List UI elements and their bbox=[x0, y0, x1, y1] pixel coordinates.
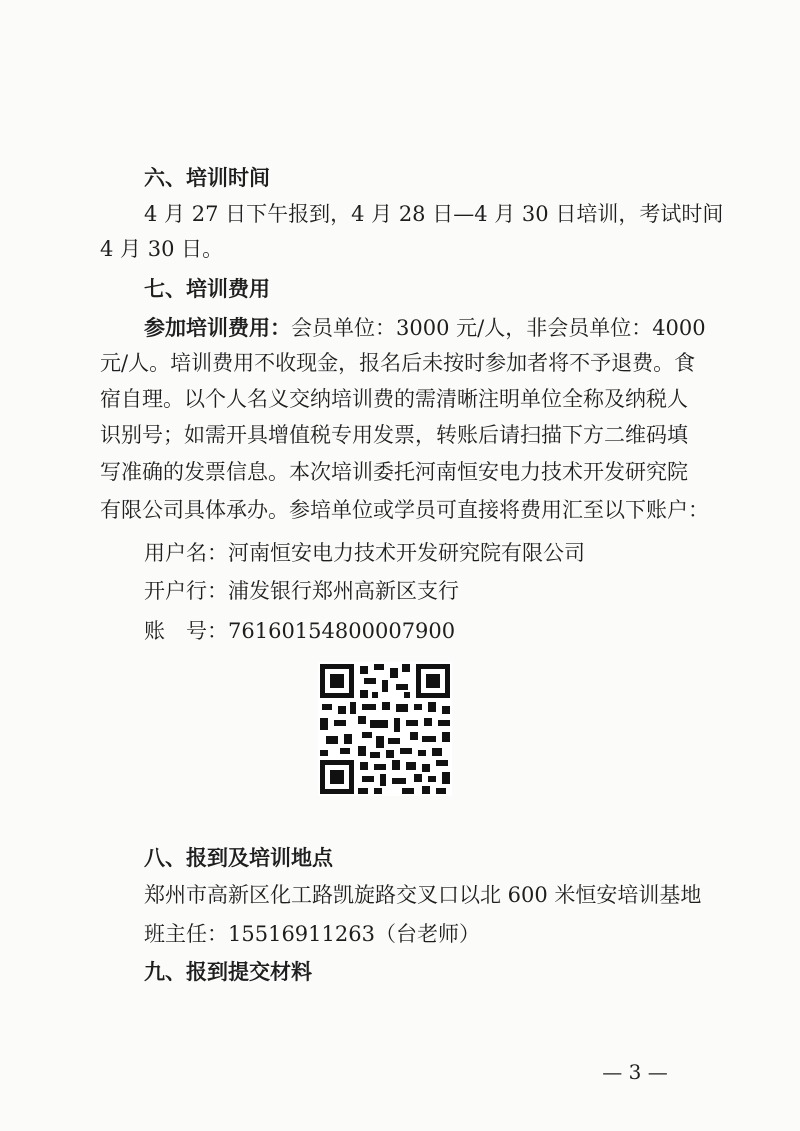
class-teacher-contact: 班主任：15516911263（台老师） bbox=[144, 922, 480, 946]
fee-text: 会员单位：3000 元/人，非会员单位：4000 bbox=[291, 316, 706, 340]
training-address: 郑州市高新区化工路凯旋路交叉口以北 600 米恒安培训基地 bbox=[144, 883, 702, 907]
section-six-text: 4 月 30 日。 bbox=[100, 237, 224, 261]
account-name: 用户名：河南恒安电力技术开发研究院有限公司 bbox=[144, 541, 585, 565]
section-six-text: 4 月 27 日下午报到，4 月 28 日—4 月 30 日培训，考试时间 bbox=[144, 202, 724, 226]
section-eight-heading: 八、报到及培训地点 bbox=[144, 846, 333, 870]
page-number: — 3 — bbox=[602, 1060, 668, 1084]
bank-name: 开户行：浦发银行郑州高新区支行 bbox=[144, 579, 459, 603]
account-number-line bbox=[144, 619, 744, 643]
section-seven-text: 写准确的发票信息。本次培训委托河南恒安电力技术开发研究院 bbox=[100, 460, 688, 484]
section-seven-text: 元/人。培训费用不收现金，报名后未按时参加者将不予退费。食 bbox=[100, 351, 696, 375]
section-seven-text: 识别号；如需开具增值税专用发票，转账后请扫描下方二维码填 bbox=[100, 423, 688, 447]
account-number: 76160154800007900 bbox=[228, 619, 456, 643]
section-seven-heading: 七、培训费用 bbox=[144, 277, 270, 301]
section-seven-text bbox=[144, 316, 744, 340]
section-seven-text: 有限公司具体承办。参培单位或学员可直接将费用汇至以下账户： bbox=[100, 498, 709, 522]
fee-label: 参加培训费用： bbox=[144, 316, 291, 340]
qr-code-icon bbox=[318, 662, 452, 796]
section-nine-heading: 九、报到提交材料 bbox=[144, 960, 312, 984]
section-six-heading: 六、培训时间 bbox=[144, 166, 270, 190]
account-label: 账 号： bbox=[144, 619, 228, 643]
section-seven-text: 宿自理。以个人名义交纳培训费的需清晰注明单位全称及纳税人 bbox=[100, 387, 688, 411]
